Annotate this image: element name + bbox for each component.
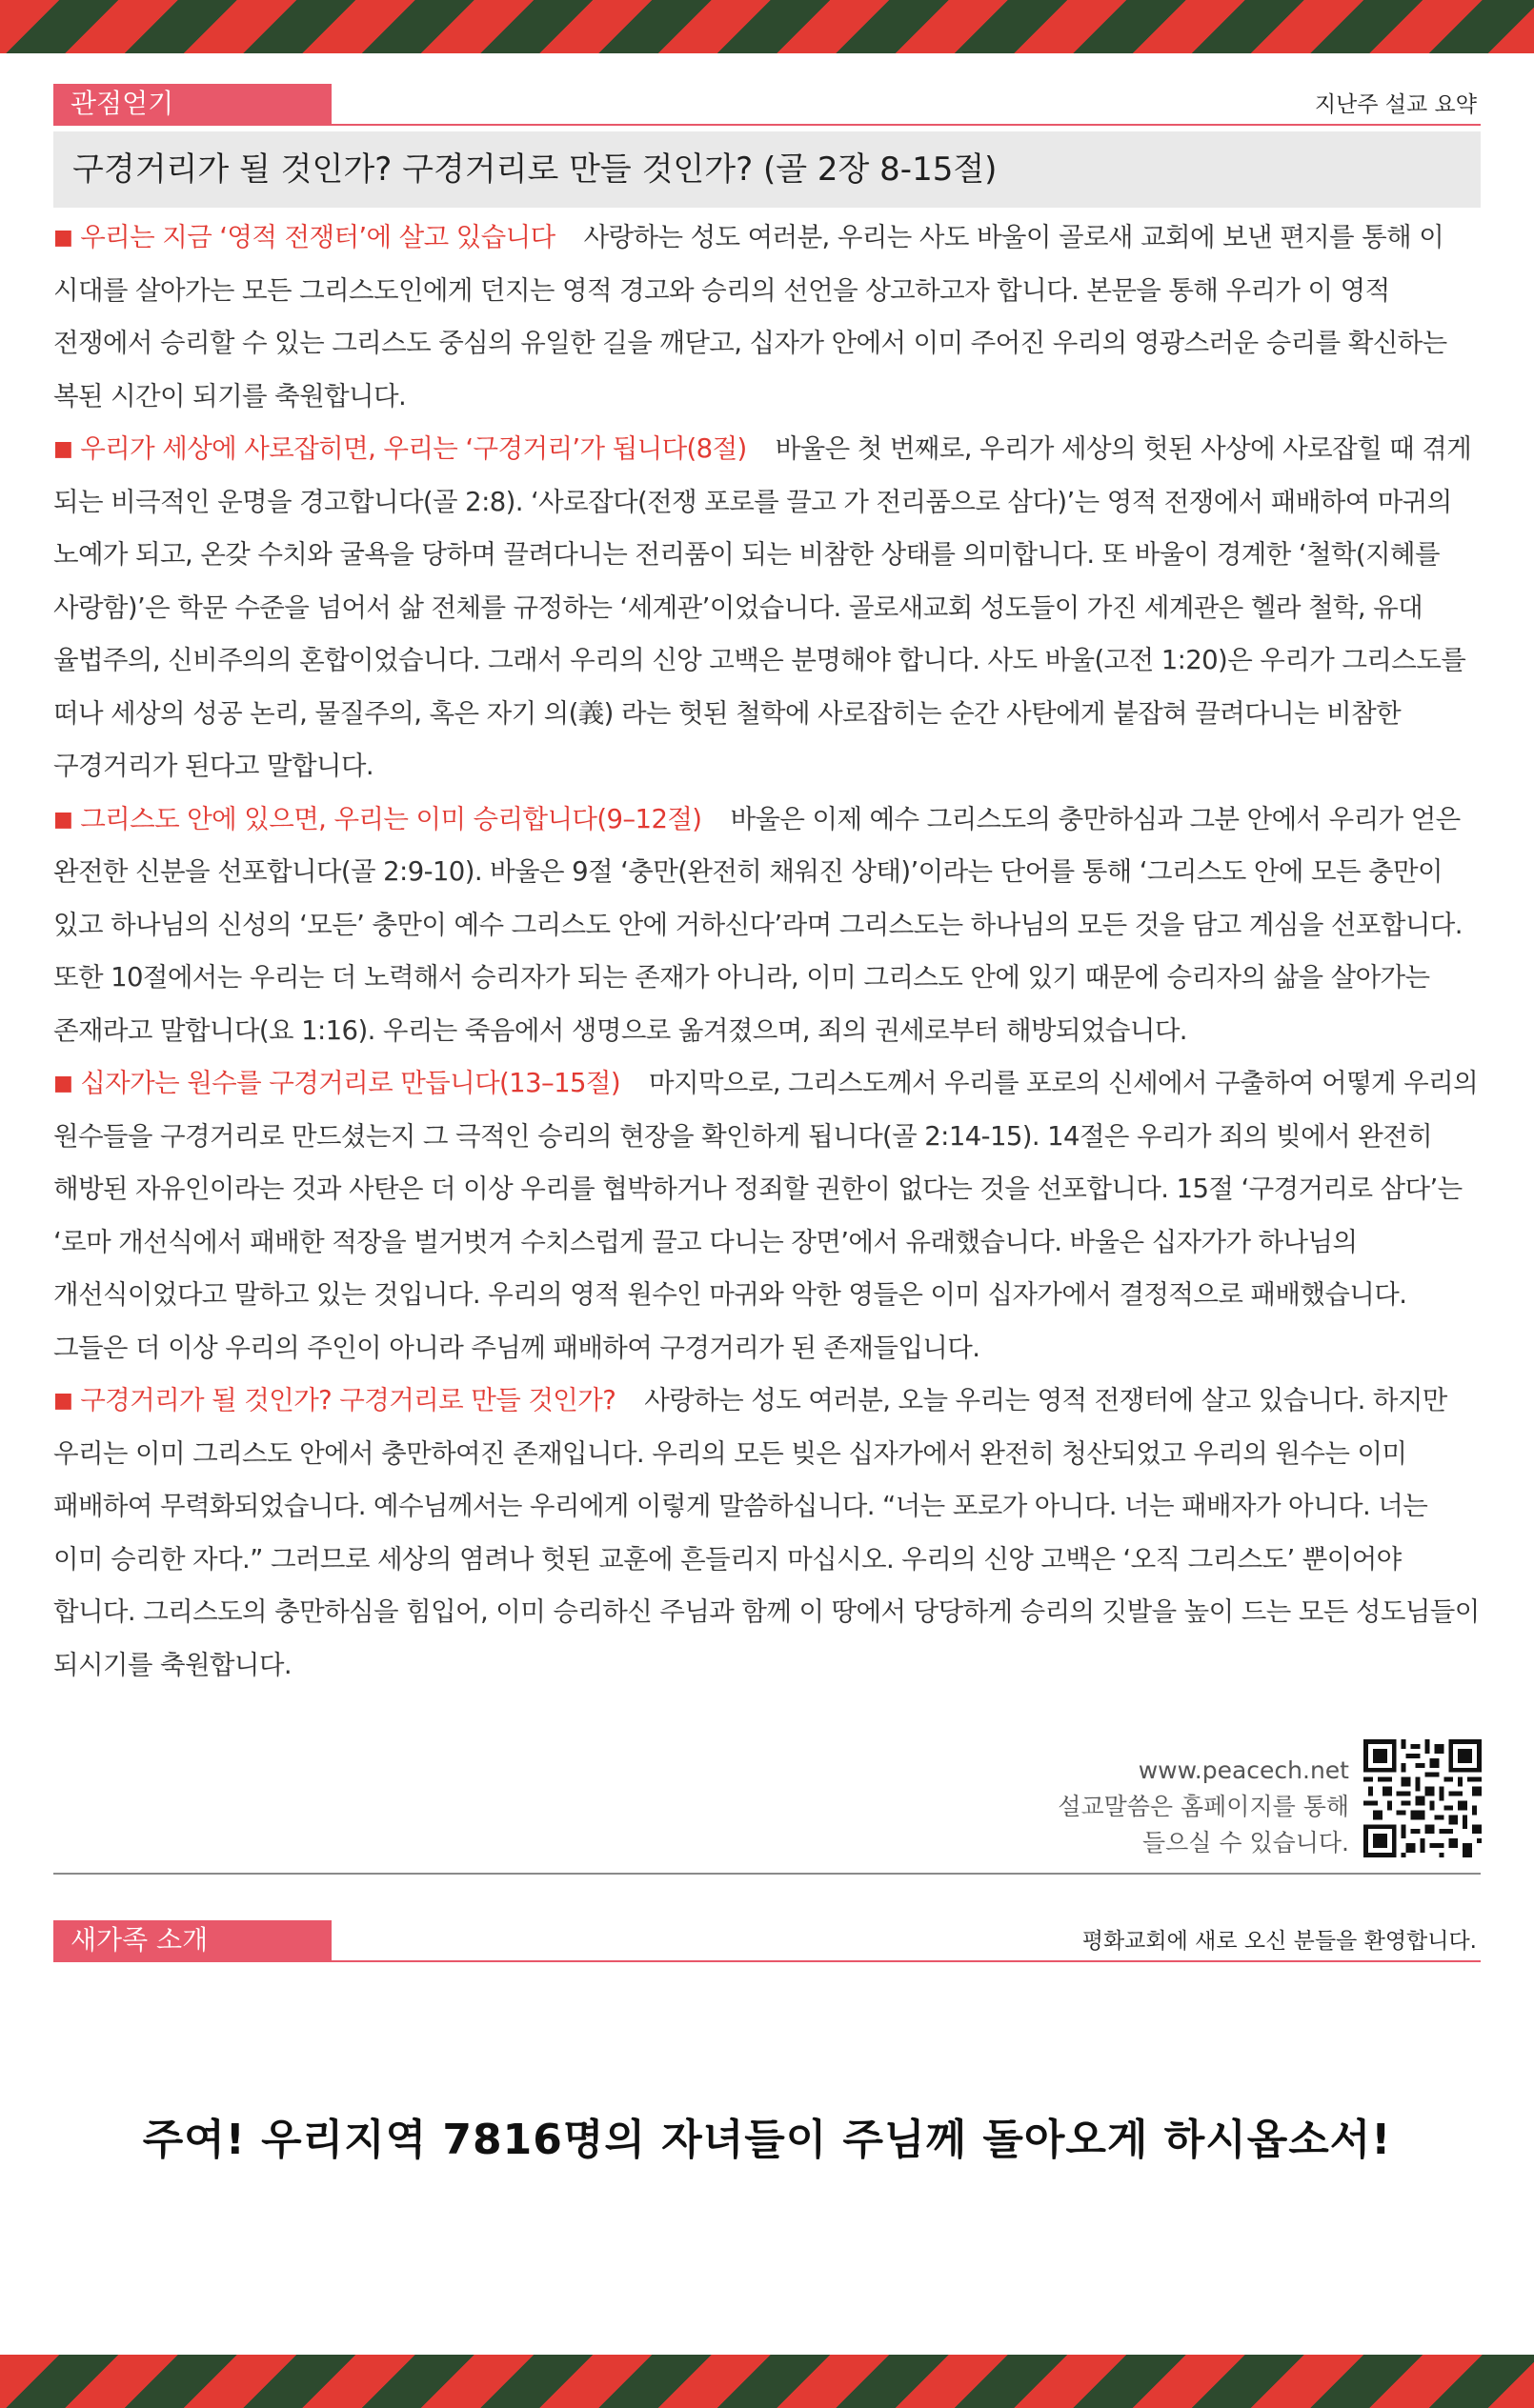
paragraph [53, 1375, 1483, 1692]
section-divider [53, 1873, 1481, 1875]
paragraph [53, 1057, 1483, 1375]
paragraph [53, 793, 1483, 1058]
bottom-decorative-stripe [0, 2355, 1534, 2408]
paragraph [53, 423, 1483, 793]
bullet-square-icon: ■ [53, 437, 73, 461]
section-header-new-family [53, 1920, 1481, 1962]
homepage-url[interactable]: www.peacech.net [1138, 1756, 1349, 1784]
section-header-perspective [53, 84, 1481, 126]
paragraph-text: 바울은 첫 번째로, 우리가 세상의 헛된 사상에 사로잡힐 때 겪게 되는 비극적인 운명을 경고합니다(골 2:8). ‘사로잡다(전쟁 포로를 끌고 가 전리품으로 삼다)’는 영적 전쟁에서 패배하여 마귀의 노예가 되고, 온갖 수치와 굴욕을 당하며 끌려다니는 전리품이 되는 비참한 상태를 의미합니다. 또 바울이 경계한 ‘철학(지혜를 사랑함)’은 학문 수준을 넘어서 삶 전체를 규정하는 ‘세계관’이었습니다. 골로새교회 성도들이 가진 세계관은 헬라 철학, 유대 율법주의, 신비주의의 혼합이었습니다. 그래서 우리의 신앙 고백은 분명해야 합니다. 사도 바울(고전 1:20)은 우리가 그리스도를 떠나 세상의 성공 논리, 물질주의, 혹은 자기 의(義) 라는 헛된 철학에 사로잡히는 순간 사탄에게 붙잡혀 끌려다니는 비참한 구경거리가 된다고 말합니다. [53, 433, 1472, 781]
section-tag: 관점얻기 [53, 84, 332, 124]
homepage-line1: 설교말씀은 홈페이지를 통해 [1058, 1793, 1349, 1820]
qr-code-icon[interactable] [1363, 1739, 1482, 1857]
bullet-square-icon: ■ [53, 226, 73, 250]
paragraph [53, 211, 1483, 423]
paragraph-text: 마지막으로, 그리스도께서 우리를 포로의 신세에서 구출하여 어떻게 우리의 원수들을 구경거리로 만드셨는지 그 극적인 승리의 현장을 확인하게 됩니다(골 2:14-15). 14절은 우리가 죄의 빚에서 완전히 해방된 자유인이라는 것과 사탄은 더 이상 우리를 협박하거나 정죄할 권한이 없다는 것을 선포합니다. 15절 ‘구경거리로 삼다’는 ‘로마 개선식에서 패배한 적장을 벌거벗겨 수치스럽게 끌고 다니는 장면’에서 유래했습니다. 바울은 십자가가 하나님의 개선식이었다고 말하고 있는 것입니다. 우리의 영적 원수인 마귀와 악한 영들은 이미 십자가에서 결정적으로 패배했습니다. 그들은 더 이상 우리의 주인이 아니라 주님께 패배하여 구경거리가 된 존재들입니다. [53, 1068, 1479, 1363]
paragraph-text: 바울은 이제 예수 그리스도의 충만하심과 그분 안에서 우리가 얻은 완전한 신분을 선포합니다(골 2:9-10). 바울은 9절 ‘충만(완전히 채워진 상태)’이라는 단어를 통해 ‘그리스도 안에 모든 충만이 있고 하나님의 신성의 ‘모든’ 충만이 예수 그리스도 안에 거하신다’라며 그리스도는 하나님의 모든 것을 담고 계심을 선포합니다. 또한 10절에서는 우리는 더 노력해서 승리자가 되는 존재가 아니라, 이미 그리스도 안에 있기 때문에 승리자의 삶을 살아가는 존재라고 말합니다(요 1:16). 우리는 죽음에서 생명으로 옮겨졌으며, 죄의 권세로부터 해방되었습니다. [53, 803, 1463, 1046]
bullet-square-icon: ■ [53, 1072, 73, 1095]
section-subtitle: 평화교회에 새로 오신 분들을 환영합니다. [1081, 1929, 1477, 1954]
paragraph-heading: 우리가 세상에 사로잡히면, 우리는 ‘구경거리’가 됩니다(8절) [80, 433, 747, 464]
paragraph-text: 사랑하는 성도 여러분, 우리는 사도 바울이 골로새 교회에 보낸 편지를 통해 이 시대를 살아가는 모든 그리스도인에게 던지는 영적 경고와 승리의 선언을 상고하고자 합니다. 본문을 통해 우리가 이 영적 전쟁에서 승리할 수 있는 그리스도 중심의 유일한 길을 깨닫고, 십자가 안에서 이미 주어진 우리의 영광스러운 승리를 확신하는 복된 시간이 되기를 축원합니다. [53, 222, 1447, 411]
section-subtitle: 지난주 설교 요약 [1314, 92, 1477, 117]
sermon-title: 구경거리가 될 것인가? 구경거리로 만들 것인가? (골 2장 8-15절) [53, 131, 1481, 208]
homepage-caption [1058, 1753, 1349, 1861]
paragraph-heading: 구경거리가 될 것인가? 구경거리로 만들 것인가? [80, 1385, 616, 1415]
paragraph-heading: 십자가는 원수를 구경거리로 만듭니다(13–15절) [80, 1068, 621, 1098]
top-decorative-stripe [0, 0, 1534, 53]
homepage-line2: 들으실 수 있습니다. [1141, 1829, 1349, 1856]
bullet-square-icon: ■ [53, 807, 73, 832]
section-tag: 새가족 소개 [53, 1920, 332, 1960]
bullet-square-icon: ■ [53, 1389, 73, 1413]
paragraph-heading: 그리스도 안에 있으면, 우리는 이미 승리합니다(9–12절) [80, 803, 702, 834]
paragraph-text: 사랑하는 성도 여러분, 오늘 우리는 영적 전쟁터에 살고 있습니다. 하지만 우리는 이미 그리스도 안에서 충만하여진 존재입니다. 우리의 모든 빚은 십자가에서 완전히 청산되었고 우리의 원수는 이미 패배하여 무력화되었습니다. 예수님께서는 우리에게 이렇게 말씀하십니다. “너는 포로가 아니다. 너는 패배자가 아니다. 너는 이미 승리한 자다.” 그러므로 세상의 염려나 헛된 교훈에 흔들리지 마십시오. 우리의 신앙 고백은 ‘오직 그리스도’ 뿐이어야 합니다. 그리스도의 충만하심을 힘입어, 이미 승리하신 주님과 함께 이 땅에서 당당하게 승리의 깃발을 높이 드는 모든 성도님들이 되시기를 축원합니다. [53, 1385, 1480, 1680]
paragraph-heading: 우리는 지금 ‘영적 전쟁터’에 살고 있습니다 [80, 222, 555, 252]
prayer-text: 주여! 우리지역 7816명의 자녀들이 주님께 돌아오게 하시옵소서! [142, 2116, 1392, 2164]
sermon-summary-body [53, 211, 1483, 1692]
